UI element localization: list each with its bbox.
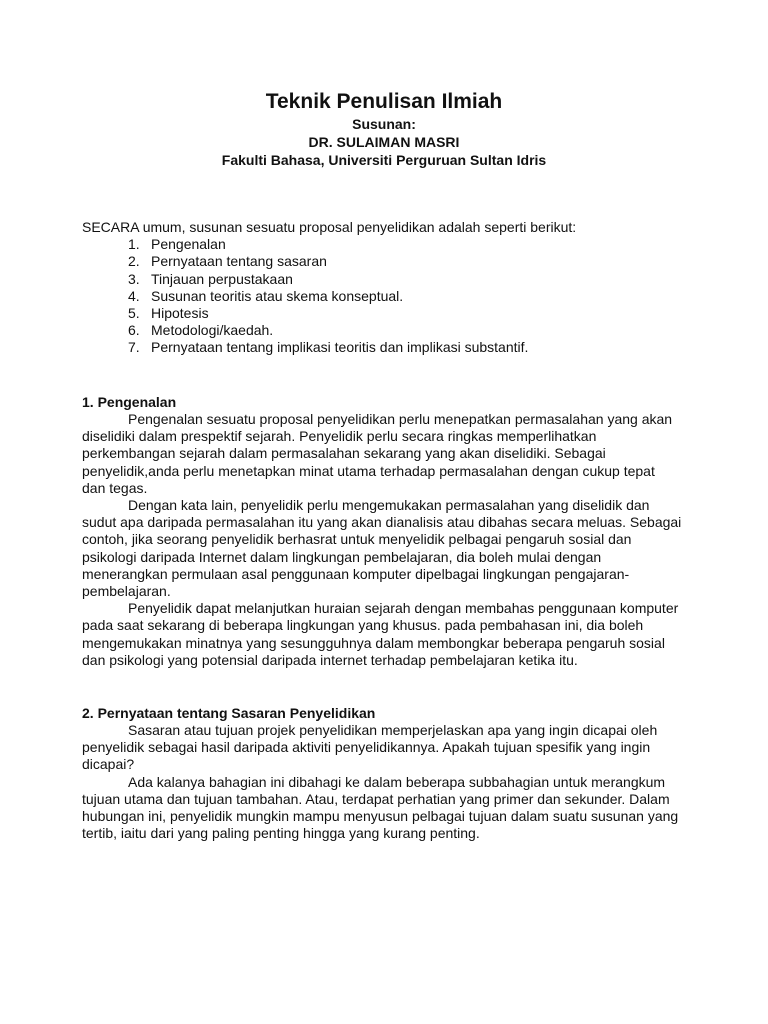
paragraph: Ada kalanya bahagian ini dibahagi ke dalam beberapa subbahagian untuk merangkum tujuan utama dan tujuan tambahan. Atau, terdapat perhatian yang primer dan sekunder. Dalam hubungan ini, penyelidik mungkin mampu menyusun pelbagai tujuan dalam suatu susunan yang tertib, iaitu dari yang paling penting hingga yang kurang penting.	[82, 773, 679, 842]
list-item: 1. Pengenalan	[128, 236, 226, 253]
section-heading: 1. Pengenalan	[82, 394, 177, 410]
paragraph: Pengenalan sesuatu proposal penyelidikan perlu menepatkan permasalahan yang akan diselidiki dalam prespektif sejarah. Penyelidik perlu secara ringkas memperlihatkan perkembangan sejarah dalam permasalahan sekarang yang akan diselidiki. Sebagai penyelidik,anda perlu menetapkan minat utama terhadap permasalahan dengan cukup tepat dan tegas.	[82, 411, 673, 496]
list-item: 3. Tinjauan perpustakaan	[128, 270, 293, 287]
paragraph: Sasaran atau tujuan projek penyelidikan memperjelaskan apa yang ingin dicapai oleh penyelidik sebagai hasil daripada aktiviti penyelidikannya. Apakah tujuan spesifik yang ingin dicapai?	[82, 722, 658, 773]
list-item: 6. Metodologi/kaedah.	[128, 322, 274, 339]
list-item: 5. Hipotesis	[128, 305, 209, 322]
list-item: 2. Pernyataan tentang sasaran	[128, 253, 327, 270]
subtitle-label: Susunan:	[352, 116, 416, 132]
paragraph: Dengan kata lain, penyelidik perlu mengemukakan permasalahan yang diselidik dan sudut apa daripada permasalahan itu yang akan dianalisis atau dibahas secara meluas. Sebagai contoh, jika seorang penyelidik berhasrat untuk menyelidik pelbagai pengaruh sosial dan psikologi daripada Internet dalam lingkungan pembelajaran, dia boleh mulai dengan menerangkan permulaan asal penggunaan komputer dipelbagai lingkungan pengajaran-pembelajaran.	[82, 497, 682, 600]
intro-lead: SECARA umum, susunan sesuatu proposal penyelidikan adalah seperti berikut:	[82, 219, 577, 235]
paragraph: Penyelidik dapat melanjutkan huraian sejarah dengan membahas penggunaan komputer pada saat sekarang di beberapa lingkungan yang khusus. pada pembahasan ini, dia boleh mengemukakan minatnya yang sesungguhnya dalam membongkar beberapa pengaruh sosial dan psikologi yang potensial daripada internet terhadap pembelajaran ketika itu.	[82, 600, 679, 668]
section-heading: 2. Pernyataan tentang Sasaran Penyelidikan	[82, 705, 376, 721]
author-affiliation: Fakulti Bahasa, Universiti Perguruan Sultan Idris	[221, 152, 547, 168]
section-pengenalan	[82, 393, 682, 669]
list-item: 7. Pernyataan tentang implikasi teoritis dan implikasi substantif.	[128, 339, 529, 356]
document-title: Teknik Penulisan Ilmiah	[265, 90, 503, 113]
proposal-outline-list	[82, 236, 682, 356]
document-header	[0, 89, 768, 169]
intro-block	[82, 219, 682, 357]
section-sasaran	[82, 704, 682, 842]
author-name: DR. SULAIMAN MASRI	[308, 134, 460, 150]
list-item: 4. Susunan teoritis atau skema konseptual.	[128, 287, 404, 304]
